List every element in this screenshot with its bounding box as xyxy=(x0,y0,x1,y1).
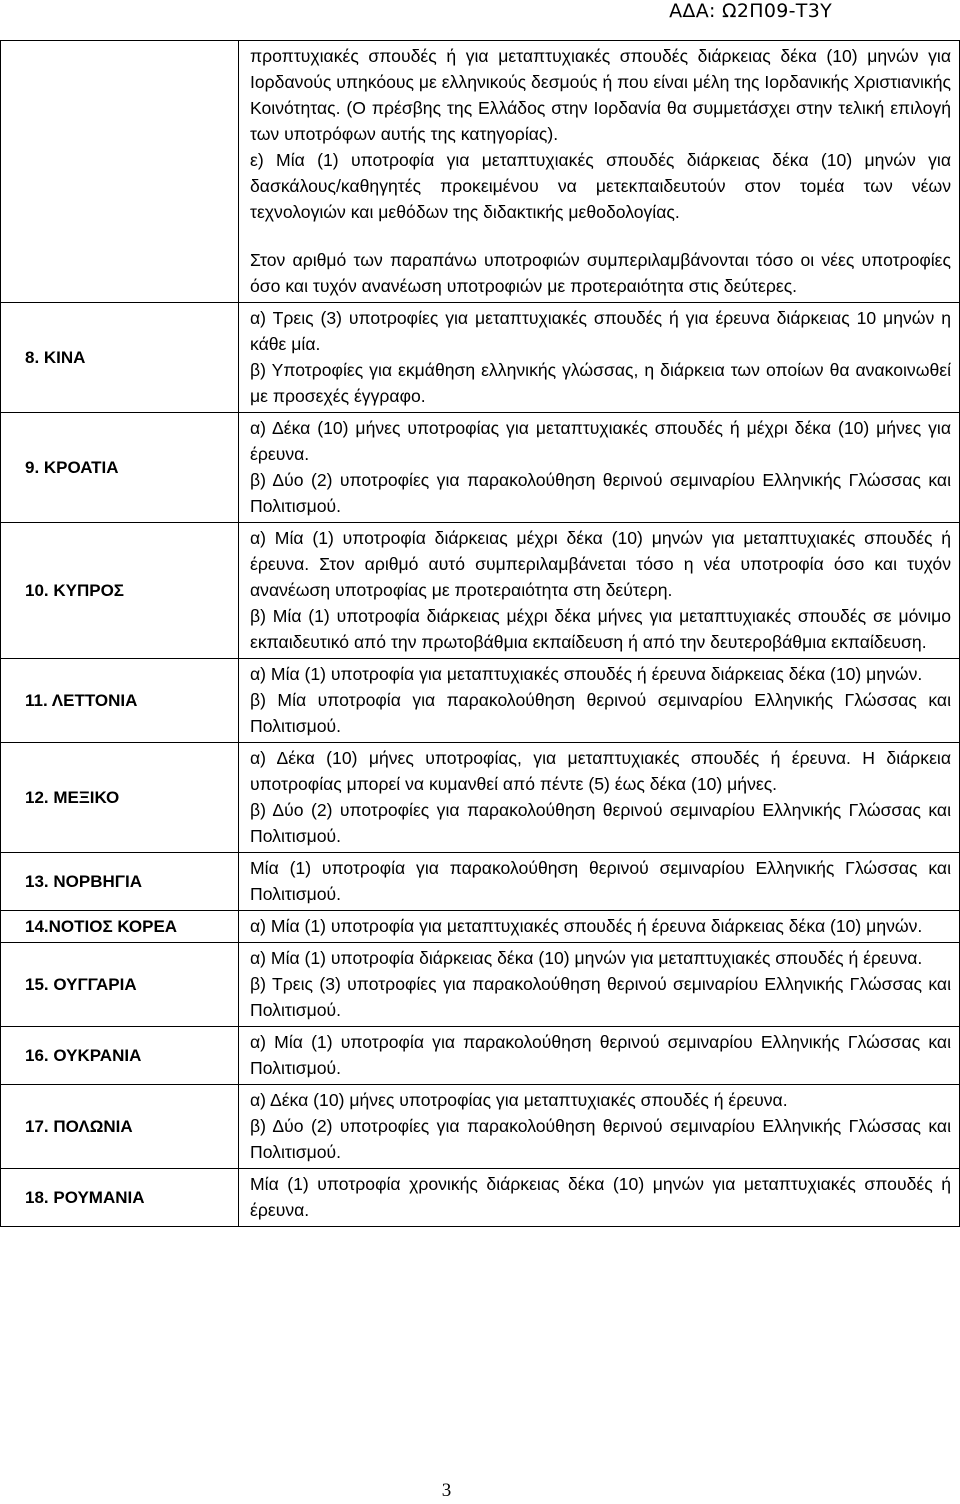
scholarship-paragraph: ε) Μία (1) υποτροφία για μεταπτυχιακές σπουδές διάρκειας δέκα (10) μηνών για δασκάλους/καθηγητές προκειμένου να μετεκπαιδευτούν στον τομέα των νέων τεχνολογιών και μεθόδων της διδακτικής μεθοδολογίας. xyxy=(250,150,951,222)
scholarship-paragraph: α) Δέκα (10) μήνες υποτροφίας, για μεταπτυχιακές σπουδές ή έρευνα. Η διάρκεια υποτροφίας μπορεί να κυμανθεί από πέντε (5) έως δέκα (10) μήνες. xyxy=(250,748,951,794)
scholarship-description-cell xyxy=(239,413,960,523)
scholarship-paragraph: α) Τρεις (3) υποτροφίες για μεταπτυχιακές σπουδές ή για έρευνα διάρκειας 10 μηνών η κάθε μία. xyxy=(250,308,951,354)
ada-code: ΑΔΑ: Ω2Π09-Τ3Υ xyxy=(669,0,832,22)
scholarship-paragraph: α) Μία (1) υποτροφία για μεταπτυχιακές σπουδές ή έρευνα διάρκειας δέκα (10) μηνών. xyxy=(250,664,923,684)
table-row xyxy=(1,303,960,413)
country-cell: 10. ΚΥΠΡΟΣ xyxy=(1,523,239,659)
scholarship-description-cell xyxy=(239,1085,960,1169)
scholarship-description-cell xyxy=(239,303,960,413)
scholarship-description-cell xyxy=(239,41,960,303)
country-cell: 15. ΟΥΓΓΑΡΙΑ xyxy=(1,943,239,1027)
scholarship-paragraph: β) Υποτροφίες για εκμάθηση ελληνικής γλώσσας, η διάρκεια των οποίων θα ανακοινωθεί με προσεχές έγγραφο. xyxy=(250,360,951,406)
scholarship-paragraph: β) Μία (1) υποτροφία διάρκειας μέχρι δέκα μήνες για μεταπτυχιακές σπουδές σε μόνιμο εκπαιδευτικό από την πρωτοβάθμια εκπαίδευση ή από την δευτεροβάθμια εκπαίδευση. xyxy=(250,606,951,652)
scholarship-paragraph: α) Μία (1) υποτροφία διάρκειας δέκα (10) μηνών για μεταπτυχιακές σπουδές ή έρευνα. xyxy=(250,948,923,968)
country-cell: 9. ΚΡΟΑΤΙΑ xyxy=(1,413,239,523)
country-cell: 12. ΜΕΞΙΚΟ xyxy=(1,743,239,853)
country-cell: 13. ΝΟΡΒΗΓΙΑ xyxy=(1,853,239,911)
scholarship-paragraph: α) Δέκα (10) μήνες υποτροφίας για μεταπτυχιακές σπουδές ή μέχρι δέκα (10) μήνες για έρευνα. xyxy=(250,418,951,464)
scholarship-paragraph: α) Μία (1) υποτροφία διάρκειας μέχρι δέκα (10) μηνών για μεταπτυχιακές σπουδές ή έρευνα. Στον αριθμό αυτό συμπεριλαμβάνεται τόσο η νέα υποτροφία όσο και τυχόν ανανέωση υποτροφίας με προτεραιότητα στη δεύτερη. xyxy=(250,528,951,600)
country-cell: 8. ΚΙΝΑ xyxy=(1,303,239,413)
scholarship-description-cell xyxy=(239,743,960,853)
table-row xyxy=(1,943,960,1027)
table-row xyxy=(1,523,960,659)
country-cell: 18. ΡΟΥΜΑΝΙΑ xyxy=(1,1169,239,1227)
table-row xyxy=(1,41,960,303)
scholarship-description-cell xyxy=(239,911,960,943)
scholarship-paragraph: α) Μία (1) υποτροφία για μεταπτυχιακές σπουδές ή έρευνα διάρκειας δέκα (10) μηνών. xyxy=(250,916,923,936)
scholarship-description-cell xyxy=(239,523,960,659)
scholarship-paragraph: β) Δύο (2) υποτροφίες για παρακολούθηση θερινού σεμιναρίου Ελληνικής Γλώσσας και Πολιτισμού. xyxy=(250,800,951,846)
scholarship-paragraph: προπτυχιακές σπουδές ή για μεταπτυχιακές σπουδές διάρκειας δέκα (10) μηνών για Ιορδανούς υπηκόους με ελληνικούς δεσμούς ή που είναι μέλη της Ιορδανικής Χριστιανικής Κοινότητας. (Ο πρέσβης της Ελλάδος στην Ιορδανία θα συμμετάσχει στην τελική επιλογή των υποτρόφων αυτής της κατηγορίας). xyxy=(250,46,951,144)
table-row xyxy=(1,1027,960,1085)
scholarship-paragraph: α) Μία (1) υποτροφία για παρακολούθηση θερινού σεμιναρίου Ελληνικής Γλώσσας και Πολιτισμού. xyxy=(250,1032,951,1078)
scholarship-paragraph: α) Δέκα (10) μήνες υποτροφίας για μεταπτυχιακές σπουδές ή έρευνα. xyxy=(250,1090,788,1110)
table-row xyxy=(1,1085,960,1169)
table-row xyxy=(1,659,960,743)
scholarship-paragraph: β) Δύο (2) υποτροφίες για παρακολούθηση θερινού σεμιναρίου Ελληνικής Γλώσσας και Πολιτισμού. xyxy=(250,1116,951,1162)
country-cell: 16. ΟΥΚΡΑΝΙΑ xyxy=(1,1027,239,1085)
scholarship-paragraph: Μία (1) υποτροφία χρονικής διάρκειας δέκα (10) μηνών για μεταπτυχιακές σπουδές ή έρευνα. xyxy=(250,1174,951,1220)
table-row xyxy=(1,911,960,943)
scholarship-description-cell xyxy=(239,943,960,1027)
scholarship-paragraph: Στον αριθμό των παραπάνω υποτροφιών συμπεριλαμβάνονται τόσο οι νέες υποτροφίες όσο και τυχόν ανανέωση υποτροφιών με προτεραιότητα στις δεύτερες. xyxy=(250,250,951,296)
country-cell: 17. ΠΟΛΩΝΙΑ xyxy=(1,1085,239,1169)
table-row xyxy=(1,413,960,523)
page-number: 3 xyxy=(441,1480,452,1501)
scholarship-paragraph: β) Μία υποτροφία για παρακολούθηση θερινού σεμιναρίου Ελληνικής Γλώσσας και Πολιτισμού. xyxy=(250,690,951,736)
country-cell: 14.ΝΟΤΙΟΣ ΚΟΡΕΑ xyxy=(1,911,239,943)
scholarship-description-cell xyxy=(239,853,960,911)
table-row xyxy=(1,743,960,853)
scholarship-description-cell xyxy=(239,659,960,743)
scholarship-description-cell xyxy=(239,1027,960,1085)
scholarship-paragraph: Μία (1) υποτροφία για παρακολούθηση θερινού σεμιναρίου Ελληνικής Γλώσσας και Πολιτισμού. xyxy=(250,858,951,904)
scholarships-table xyxy=(0,40,960,1227)
table-row xyxy=(1,853,960,911)
scholarship-paragraph: β) Τρεις (3) υποτροφίες για παρακολούθηση θερινού σεμιναρίου Ελληνικής Γλώσσας και Πολιτισμού. xyxy=(250,974,951,1020)
scholarship-description-cell xyxy=(239,1169,960,1227)
country-cell xyxy=(1,41,239,303)
country-cell: 11. ΛΕΤΤΟΝΙΑ xyxy=(1,659,239,743)
scholarship-paragraph: β) Δύο (2) υποτροφίες για παρακολούθηση θερινού σεμιναρίου Ελληνικής Γλώσσας και Πολιτισμού. xyxy=(250,470,951,516)
table-row xyxy=(1,1169,960,1227)
